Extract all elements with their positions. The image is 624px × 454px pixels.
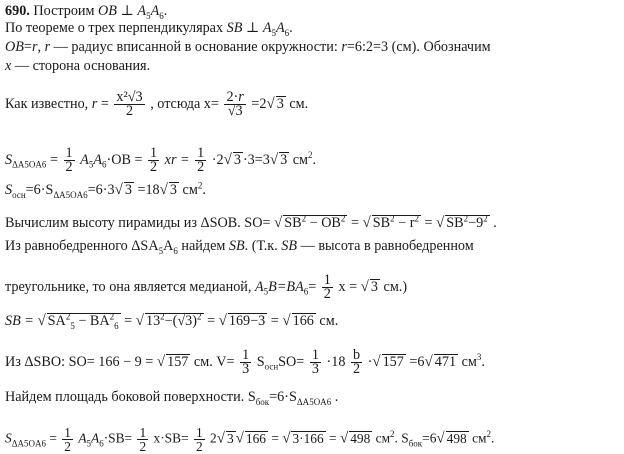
- fraction-b-half: $\frac{b}{2}$: [352, 347, 361, 377]
- line-1: 690. Построим OB ⊥ $A_5A_6$.: [5, 3, 168, 21]
- line-5: Как известно, r = $\frac{\text{x²√3}}{2}$ , отсюда x= $\frac{2\cdot r}{√3}$ =2√ 3 см.: [5, 89, 309, 119]
- fraction-x-formula: $\frac{2\cdot r}{√3}$: [226, 89, 244, 119]
- fraction-third: $\frac{1}{3}$: [242, 347, 250, 377]
- line-14: $S_{\Delta A5OA6}$ = $\frac{1}{2}$ $A_5A_6\cdot SB=$ $\frac{1}{2}$ x·SB= $\frac{1}{2}$ 2√ 3 √ 166 = √ 3·166 = √ 498 $см^2$. $S_{бок}=6√$ 498 $см^2$.: [5, 425, 495, 454]
- line-2: По теореме о трех перпендикулярах SB ⊥ $A_5A_6$.: [5, 20, 293, 38]
- fraction-half: $\frac{1}{2}$: [64, 425, 71, 454]
- line-8: Вычислим высоту пирамиды из ΔSOB. SO= √ $SB^2 - OB^2$ = √ $SB^2 - r^2$ = √ $SB^2-9^2$ .: [5, 213, 497, 231]
- line-6: $S_{\Delta A5OA6}$ = $\frac{1}{2}$ $A_5A_6\cdot OB$ = $\frac{1}{2}$ xr = $\frac{1}{2}$ ·2√ 3 ·3=3√ 3 $см^2$.: [5, 145, 317, 175]
- fraction-third: $\frac{1}{3}$: [311, 347, 319, 377]
- line-12: Из ΔSBO: SO= 166 − 9 = √ 157 см. V= $\frac{1}{3}$ $S_{осн}SO=$ $\frac{1}{3}$ ·18 $\frac{b}{2}$ ·√ 157 =6√ 471 $см^3$.: [5, 347, 485, 377]
- line-9: Из равнобедренного $\Delta SA_5A_6$ найдем SB. (Т.к. SB — высота в равнобедренном: [5, 238, 474, 256]
- fraction-half: $\frac{1}{2}$: [195, 425, 203, 454]
- fraction-area-formula: $\frac{\text{x²√3}}{2}$: [116, 89, 143, 119]
- line-10: треугольнике, то она является медианой, $A_5B=BA_6=$ $\frac{1}{2}$ x = √ 3 см.): [5, 272, 408, 302]
- line-4: x — сторона основания.: [5, 58, 151, 74]
- line-3: OB=r, r — радиус вписанной в основание окружности: r=6:2=3 (см). Обозначим: [5, 39, 491, 55]
- fraction-half: $\frac{1}{2}$: [139, 425, 147, 454]
- fraction-half: $\frac{1}{2}$: [150, 145, 158, 175]
- fraction-half: $\frac{1}{2}$: [323, 272, 331, 302]
- fraction-half: $\frac{1}{2}$: [197, 145, 205, 175]
- line-7: $S_{осн}=6\cdot S_{\Delta A5OA6}=6\cdot 3√$ 3 =18√ 3 $см^2$.: [5, 180, 206, 200]
- problem-number: 690.: [5, 3, 30, 19]
- fraction-half: $\frac{1}{2}$: [65, 145, 73, 175]
- line-11: SB = √ $SA^2_5 - BA^2_6$ = √ $13^2-(√3)^2$ = √ 169−3 = √ 166 см.: [5, 311, 339, 331]
- line-13: Найдем площадь боковой поверхности. $S_{бок}=6\cdot S_{\Delta A5OA6}$ .: [5, 389, 339, 407]
